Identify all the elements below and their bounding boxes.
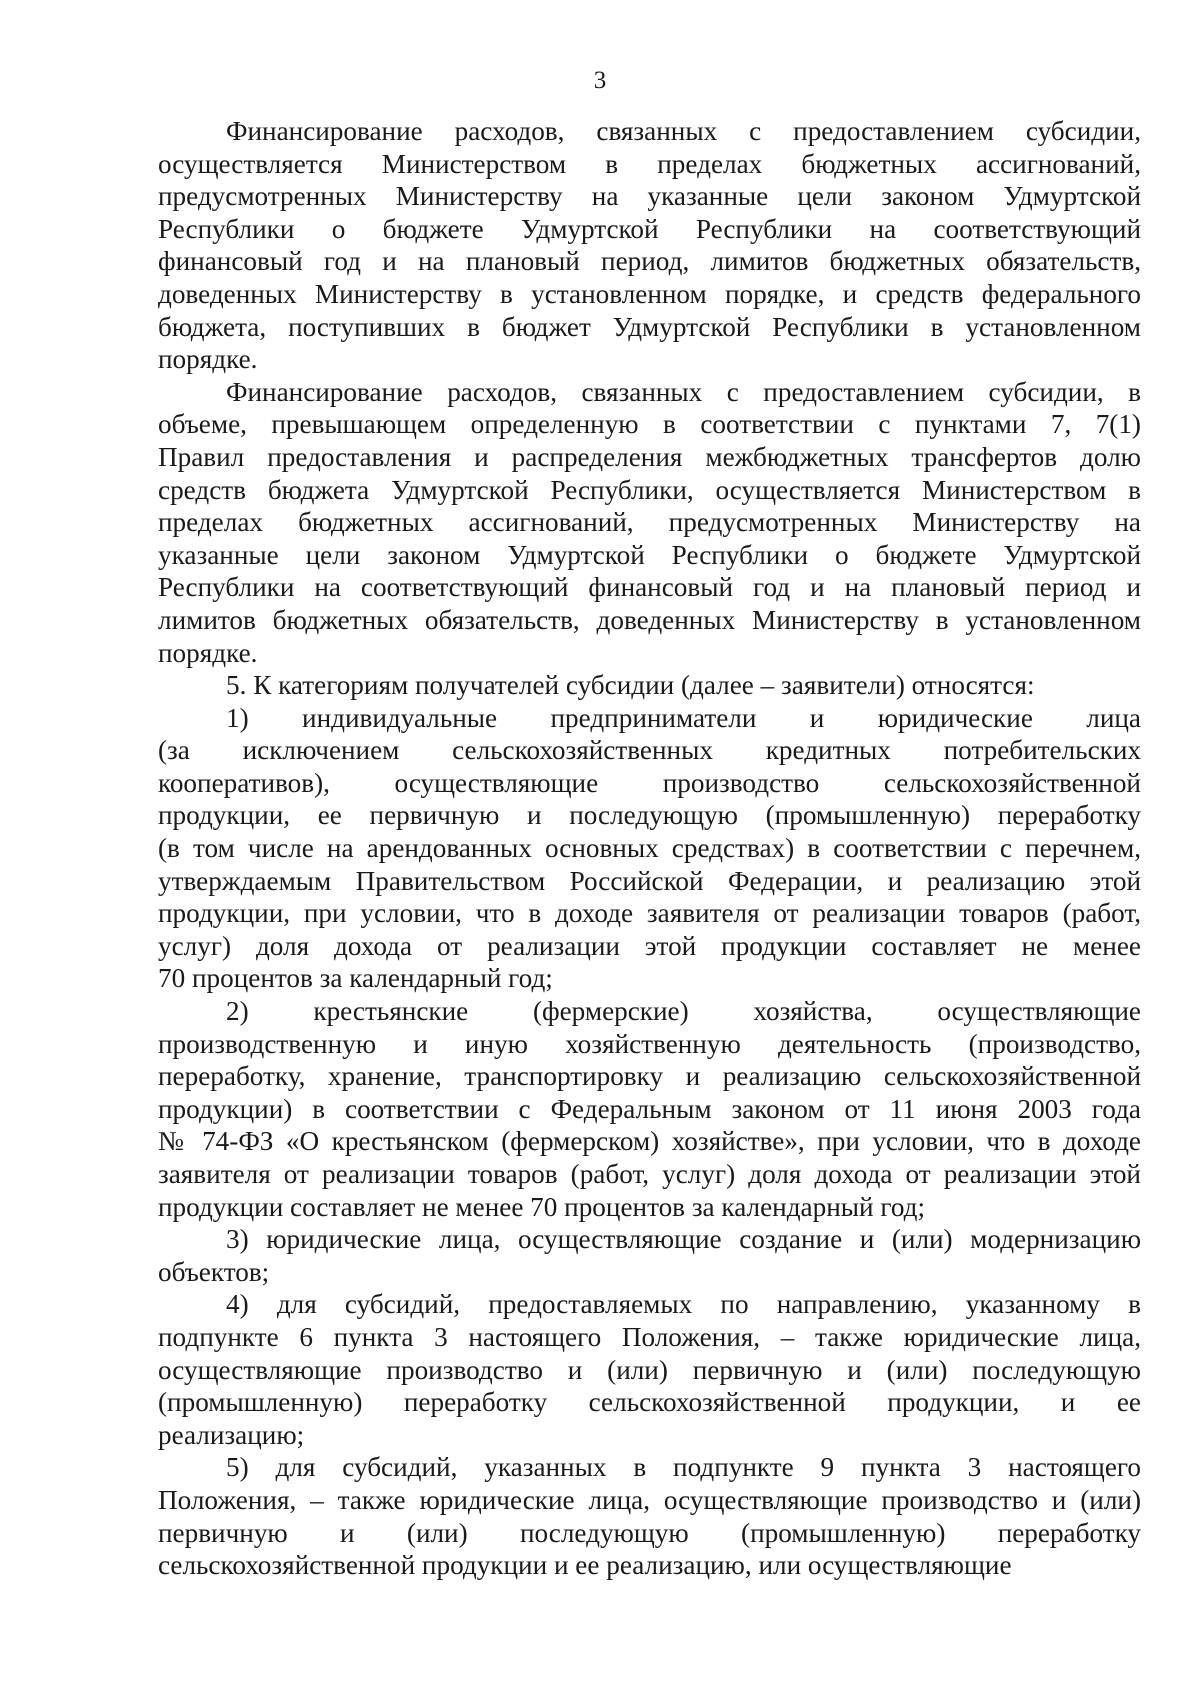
text-line: 4) для субсидий, предоставляемых по направлению, указанному в	[226, 1289, 1141, 1320]
text-line: 3) юридические лица, осуществляющие создание и (или) модернизацию	[226, 1224, 1141, 1255]
text-line: пределах бюджетных ассигнований, предусмотренных Министерству на	[158, 507, 1141, 538]
paragraph	[158, 1288, 1141, 1451]
text-line: Правил предоставления и распределения межбюджетных трансфертов долю	[158, 441, 1141, 472]
text-line: утверждаемым Правительством Российской Федерации, и реализацию этой	[158, 865, 1141, 896]
text-line: № 74-ФЗ «О крестьянском (фермерском) хозяйстве», при условии, что в доходе	[158, 1126, 1141, 1157]
paragraph	[158, 115, 1141, 376]
page-number: 3	[593, 67, 607, 94]
text-line: средств бюджета Удмуртской Республики, осуществляется Министерством в	[158, 474, 1141, 505]
text-line: кооперативов), осуществляющие производство сельскохозяйственной	[158, 767, 1141, 798]
text-line: заявителя от реализации товаров (работ, услуг) доля дохода от реализации этой	[158, 1159, 1141, 1189]
text-line: продукции, ее первичную и последующую (промышленную) переработку	[158, 800, 1141, 831]
text-line: доведенных Министерству в установленном порядке, и средств федерального	[158, 278, 1141, 309]
text-line: (промышленную) переработку сельскохозяйственной продукции, и ее	[158, 1387, 1141, 1418]
paragraph	[158, 1223, 1141, 1288]
text-line: указанные цели законом Удмуртской Республики о бюджете Удмуртской	[158, 539, 1141, 570]
text-line: переработку, хранение, транспортировку и реализацию сельскохозяйственной	[158, 1061, 1141, 1092]
paragraph	[158, 995, 1141, 1223]
text-line: подпункте 6 пункта 3 настоящего Положения, – также юридические лица,	[158, 1321, 1141, 1352]
text-line: Положения, – также юридические лица, осуществляющие производство и (или)	[158, 1484, 1141, 1515]
paragraph	[158, 702, 1141, 995]
text-line: 70 процентов за календарный год;	[158, 963, 553, 994]
text-line: лимитов бюджетных обязательств, доведенных Министерству в установленном	[158, 604, 1141, 635]
text-line: 5) для субсидий, указанных в подпункте 9 пункта 3 настоящего	[226, 1452, 1141, 1483]
text-line: (за исключением сельскохозяйственных кредитных потребительских	[158, 735, 1141, 766]
text-line: продукции составляет не менее 70 процентов за календарный год;	[158, 1191, 926, 1222]
text-line: продукции) в соответствии с Федеральным законом от 11 июня 2003 года	[158, 1093, 1141, 1124]
text-line: осуществляющие производство и (или) первичную и (или) последующую	[158, 1354, 1141, 1385]
paragraph	[158, 669, 1141, 702]
text-line: Финансирование расходов, связанных с предоставлением субсидии,	[226, 116, 1141, 146]
text-line: продукции, при условии, что в доходе заявителя от реализации товаров (работ,	[158, 898, 1141, 929]
text-line: Финансирование расходов, связанных с предоставлением субсидии, в	[226, 376, 1141, 407]
text-line: предусмотренных Министерству на указанные цели законом Удмуртской	[158, 181, 1141, 212]
text-line: порядке.	[158, 637, 258, 668]
text-line: объеме, превышающем определенную в соответствии с пунктами 7, 7(1)	[158, 409, 1141, 440]
text-line: (в том числе на арендованных основных средствах) в соответствии с перечнем,	[158, 833, 1141, 864]
text-line: 1) индивидуальные предприниматели и юридические лица	[226, 702, 1141, 733]
text-line: 5. К категориям получателей субсидии (далее – заявители) относятся:	[226, 670, 1035, 701]
text-line: реализацию;	[158, 1419, 305, 1450]
text-line: финансовый год и на плановый период, лимитов бюджетных обязательств,	[158, 246, 1141, 277]
document-body	[158, 115, 1141, 1582]
text-line: объектов;	[158, 1256, 270, 1287]
text-line: сельскохозяйственной продукции и ее реализацию, или осуществляющие	[158, 1550, 1012, 1581]
text-line: производственную и иную хозяйственную деятельность (производство,	[158, 1028, 1141, 1059]
text-line: осуществляется Министерством в пределах бюджетных ассигнований,	[158, 148, 1141, 179]
paragraph	[158, 1451, 1141, 1581]
text-line: порядке.	[158, 344, 258, 375]
paragraph	[158, 376, 1141, 669]
text-line: первичную и (или) последующую (промышленную) переработку	[158, 1517, 1141, 1548]
text-line: 2) крестьянские (фермерские) хозяйства, осуществляющие	[226, 996, 1141, 1027]
text-line: Республики на соответствующий финансовый год и на плановый период и	[158, 572, 1141, 603]
text-line: бюджета, поступивших в бюджет Удмуртской Республики в установленном	[158, 311, 1141, 342]
text-line: услуг) доля дохода от реализации этой продукции составляет не менее	[158, 930, 1141, 961]
text-line: Республики о бюджете Удмуртской Республики на соответствующий	[158, 213, 1141, 244]
